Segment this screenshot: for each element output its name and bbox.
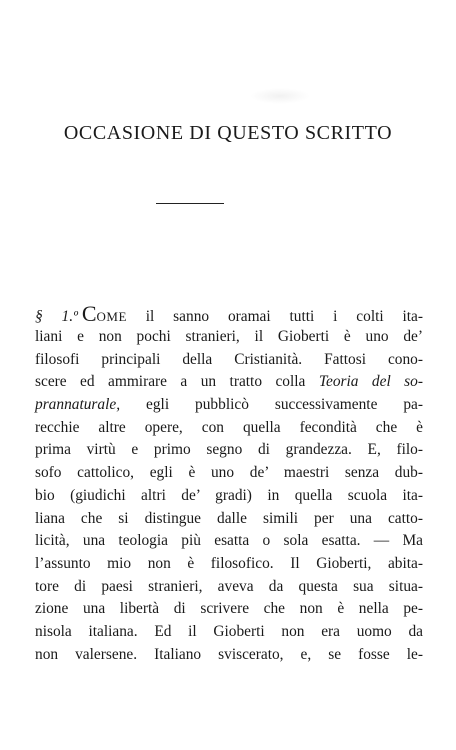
- italic-title: Teoria del so-: [318, 373, 423, 391]
- line-text: l’assunto mio non è filosofico. Il Gioberti, abita-: [35, 554, 423, 572]
- text-line: [35, 644, 423, 667]
- paper-smudge: [250, 88, 310, 104]
- line-text: recchie altre opere, con quella fecondità che è: [35, 418, 423, 436]
- line-text: liani e non pochi stranieri, il Gioberti è uno de’: [35, 328, 423, 345]
- text-line: [35, 576, 423, 599]
- drop-capital: C: [81, 301, 97, 326]
- line-text: nisola italiana. Ed il Gioberti non era uomo da: [35, 622, 423, 640]
- text-line: [35, 326, 423, 349]
- section-mark: § 1.º: [35, 308, 78, 325]
- line-text: egli pubblicò successivamente pa-: [120, 396, 423, 414]
- line-text: tore di paesi stranieri, aveva da questa sua situa-: [35, 577, 423, 595]
- line-text: il sanno oramai tutti i colti ita-: [126, 308, 423, 325]
- line-text: licità, una teologia più esatta o sola esatta. — Ma: [35, 532, 423, 550]
- text-line: [35, 508, 423, 531]
- text-line: [35, 598, 423, 621]
- text-line: [35, 553, 423, 576]
- text-line: [35, 530, 423, 553]
- line-text: liana che si distingue dalle simili per una catto-: [35, 509, 423, 527]
- line-text: zione una libertà di scrivere che non è nella pe-: [35, 600, 423, 618]
- chapter-title: OCCASIONE DI QUESTO SCRITTO: [63, 122, 393, 144]
- line-text: prima virtù e primo segno di grandezza. E, filo-: [35, 441, 423, 459]
- text-line: [35, 485, 423, 508]
- line-text: non valersene. Italiano sviscerato, e, se fosse le-: [35, 645, 423, 663]
- line-text: sofo cattolico, egli è uno de’ maestri senza dub-: [35, 464, 423, 482]
- title-divider: [156, 203, 224, 204]
- line-text: filosofi principali della Cristianità. Fattosi cono-: [35, 350, 423, 368]
- text-line: [35, 462, 423, 485]
- text-line: [35, 349, 423, 372]
- text-line: [35, 439, 423, 462]
- text-line: [35, 302, 423, 326]
- body-paragraph: [35, 302, 423, 666]
- text-line: [35, 394, 423, 417]
- text-line: [35, 417, 423, 440]
- italic-title: prannaturale,: [35, 396, 121, 414]
- line-text: bio (giudichi altri de’ gradi) in quella scuola ita-: [35, 486, 423, 504]
- line-text: scere ed ammirare a un tratto colla: [35, 373, 319, 391]
- small-caps-word: OME: [96, 309, 127, 324]
- text-line: [35, 621, 423, 644]
- text-line: [35, 371, 423, 394]
